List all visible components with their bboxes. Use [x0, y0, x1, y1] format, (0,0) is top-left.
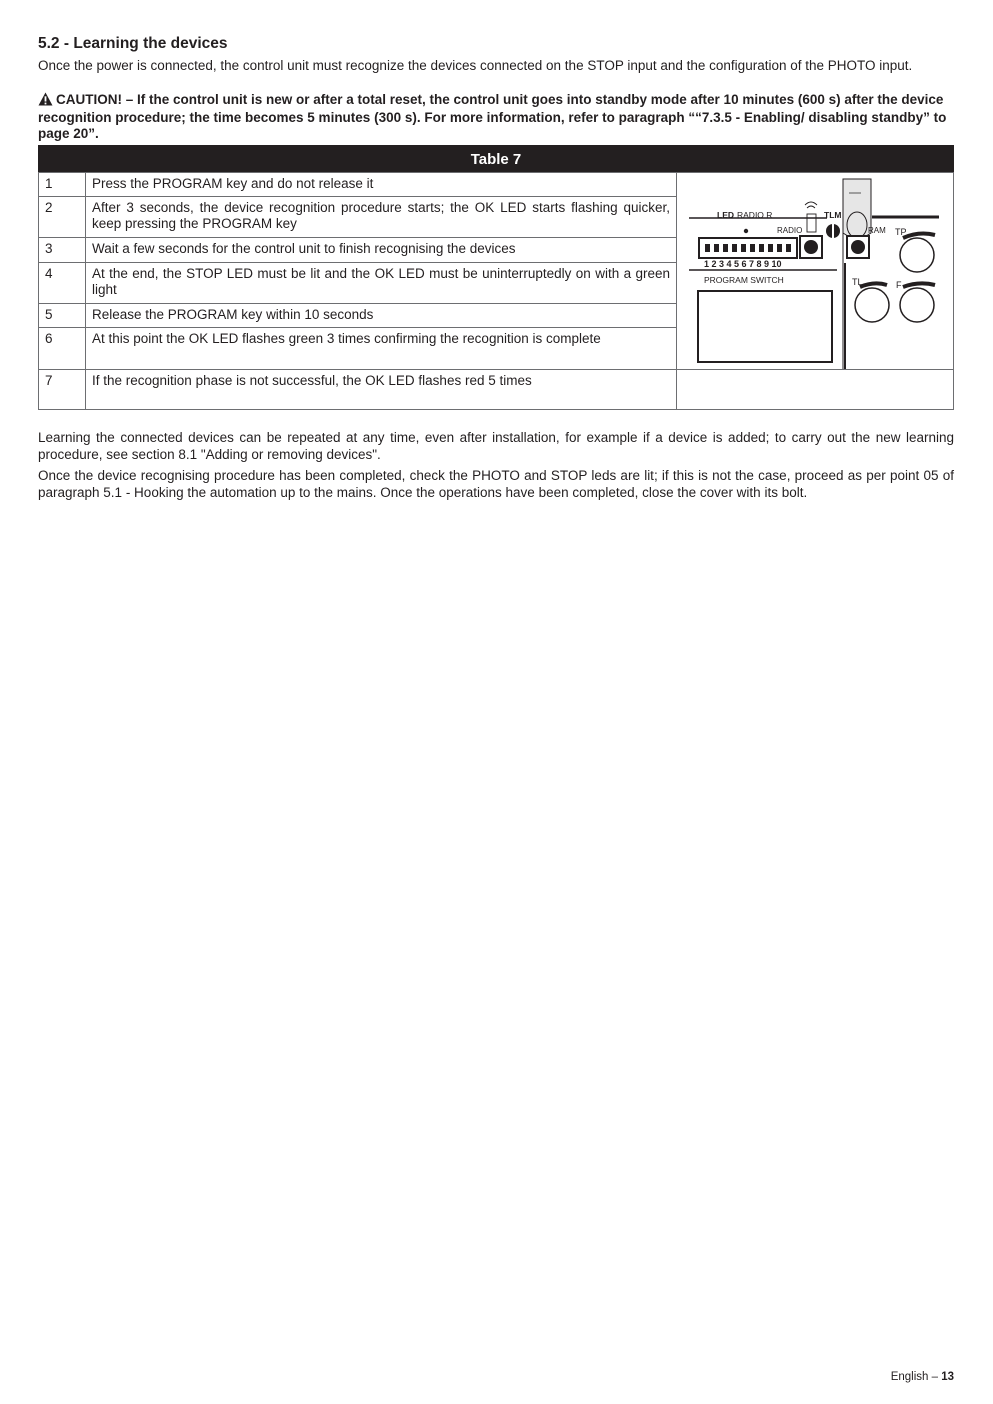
f-trimmer-icon [900, 288, 934, 322]
page-number: 13 [941, 1371, 954, 1383]
step-text: At this point the OK LED flashes green 3 times confirming the recognition is complete [86, 328, 677, 370]
tl-label: TL [852, 277, 863, 287]
paragraph: Once the device recognising procedure has been completed, check the PHOTO and STOP leds are lit; if this is not the case, proceed as per point 05 of paragraph 5.1 - Hooking the automation up to the mains. Once the operations have been completed, close the cover with its bolt. [38, 468, 954, 500]
dip-switch-block [699, 238, 797, 258]
step-text: Press the PROGRAM key and do not release it [86, 173, 677, 197]
step-text: After 3 seconds, the device recognition procedure starts; the OK LED starts flashing quicker, keep pressing the PROGRAM key [86, 197, 677, 238]
step-number: 2 [39, 197, 86, 238]
tlm-label: TLM [824, 210, 842, 220]
table-title: Table 7 [39, 146, 954, 173]
led-dot-icon [744, 229, 748, 233]
paragraph: Learning the connected devices can be repeated at any time, even after installation, for example if a device is added; to carry out the new learning procedure, see section 8.1 "Adding or removing devices". [38, 430, 954, 462]
caution-note [38, 92, 954, 142]
wireless-icon [805, 202, 817, 208]
empty-cell [677, 370, 954, 410]
switch-numbers: 1 2 3 4 5 6 7 8 9 10 [704, 259, 782, 269]
radio-r-label: RADIO R [737, 210, 773, 220]
tp-trimmer-icon [900, 238, 934, 272]
f-label: F [896, 280, 902, 290]
footer-language: English – [890, 1371, 938, 1383]
step-number: 6 [39, 328, 86, 370]
page-footer [891, 1371, 954, 1383]
ram-label: RAM [868, 226, 886, 235]
page-content [38, 34, 954, 501]
step-text: If the recognition phase is not successful, the OK LED flashes red 5 times [86, 370, 677, 410]
radio-label: RADIO [777, 226, 803, 235]
step-number: 7 [39, 370, 86, 410]
tp-label: TP [895, 227, 907, 237]
table-7 [38, 145, 954, 410]
step-number: 5 [39, 303, 86, 327]
section-title: 5.2 - Learning the devices [38, 35, 228, 52]
step-text: Wait a few seconds for the control unit to finish recognising the devices [86, 238, 677, 262]
program-switch-label: PROGRAM SWITCH [704, 275, 784, 285]
display-box [698, 291, 832, 362]
control-unit-figure [677, 173, 954, 370]
step-number: 4 [39, 262, 86, 303]
step-number: 3 [39, 238, 86, 262]
led-label: LED [717, 210, 734, 220]
table-row [39, 173, 954, 197]
step-text: At the end, the STOP LED must be lit and the OK LED must be uninterruptedly on with a green light [86, 262, 677, 303]
warning-triangle-icon [38, 92, 53, 110]
step-number: 1 [39, 173, 86, 197]
antenna-connector-icon [807, 214, 816, 232]
finger-icon [843, 179, 871, 369]
caution-text: CAUTION! – If the control unit is new or after a total reset, the control unit goes into standby mode after 10 minutes (600 s) after the device recognition procedure; the time becomes 5 minutes (300 s). For more information, refer to paragraph ““7.3.5 - Enabling/ disabling standby” to page 20”. [38, 92, 947, 141]
tl-trimmer-icon [855, 288, 889, 322]
section-intro: Once the power is connected, the control unit must recognize the devices connected on the STOP input and the configuration of the PHOTO input. [38, 58, 913, 73]
body-text [38, 429, 954, 501]
table-row [39, 370, 954, 410]
step-text: Release the PROGRAM key within 10 seconds [86, 303, 677, 327]
